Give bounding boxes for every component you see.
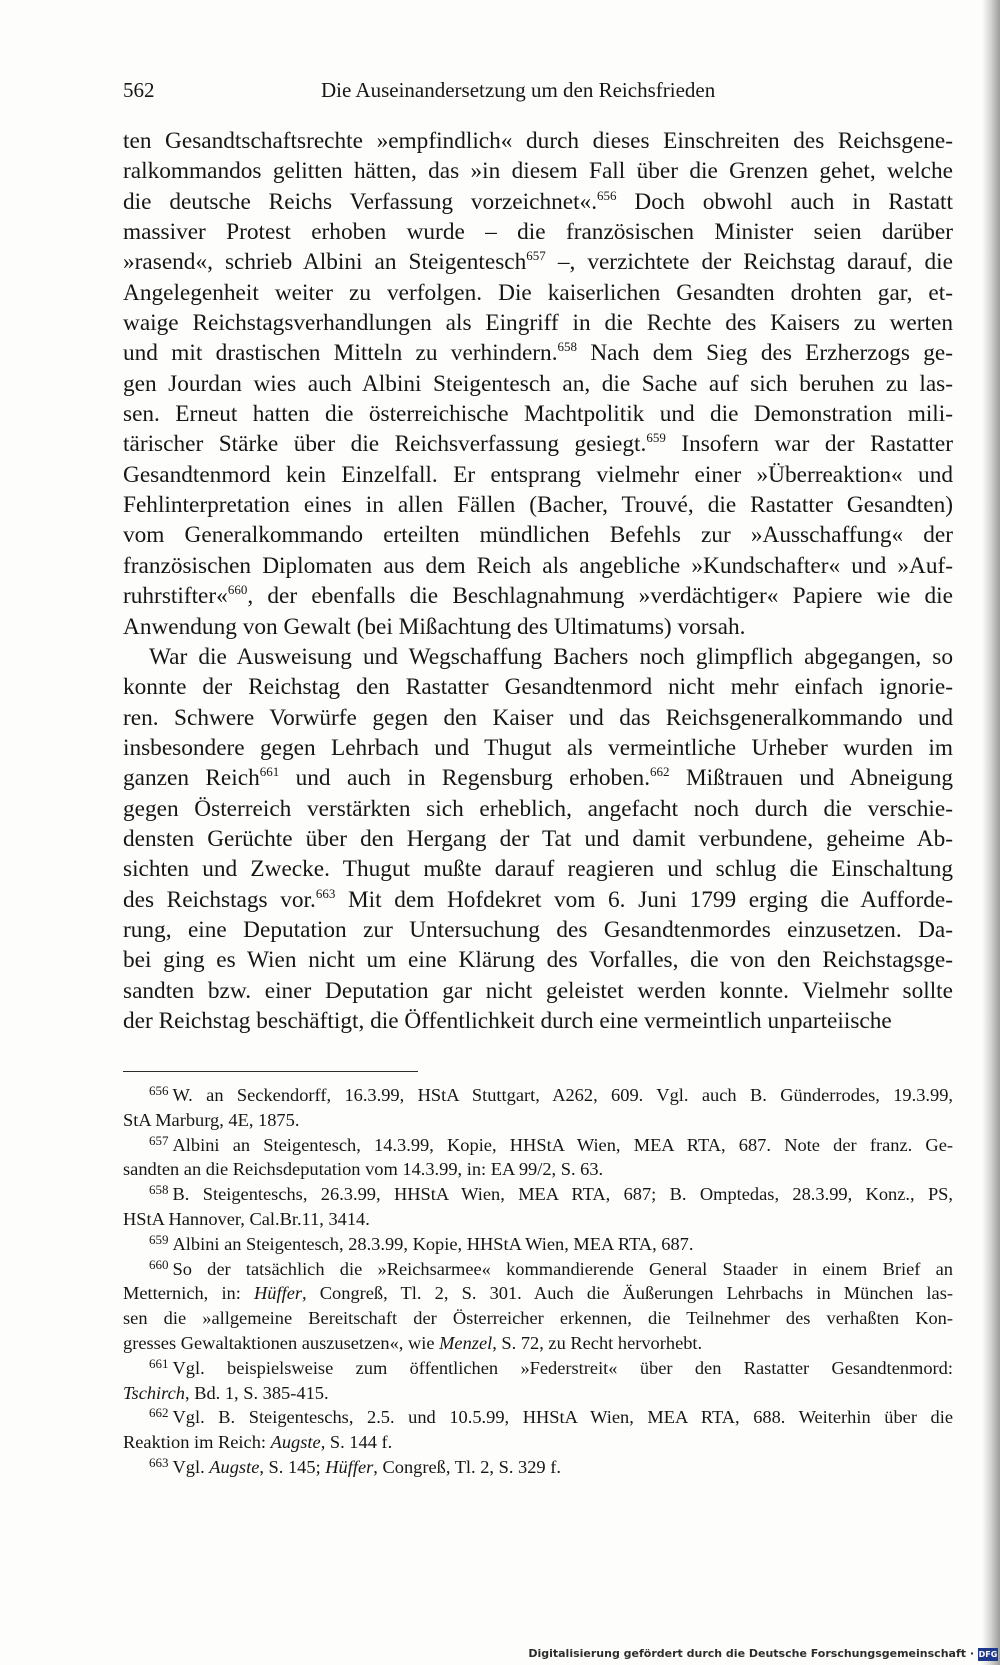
footnote-reference[interactable]: 662 [650,764,670,780]
text-line: vom Generalkommando erteilten mündlichen Befehls zur »Ausschaffung« der [123,522,953,549]
text-line: Gesandtenmord kein Einzelfall. Er entsprang vielmehr einer »Überreaktion« und [123,461,953,488]
footnote-reference[interactable]: 659 [646,430,666,446]
footnote-number: 656 [149,1083,169,1098]
text-line: des Reichstags vor.$^{663}$ Mit dem Hofdekret vom 6. Juni 1799 erging die Aufforde- [123,885,954,913]
footnote-line: $^{656}$ W. an Seckendorff, 16.3.99, HStA Stuttgart, A262, 609. Vgl. auch B. Günderrodes, 19.3.99, [149,1083,953,1105]
footnote-line: HStA Hannover, Cal.Br.11, 3414. [123,1208,370,1229]
text-line: und mit drastischen Mitteln zu verhindern.$^{658}$ Nach dem Sieg des Erzherzogs ge- [123,339,953,367]
footnote-657 [123,1133,953,1183]
footnote-number: 663 [149,1454,169,1470]
text-line: waige Reichstagsverhandlungen als Eingriff in die Rechte des Kaisers zu werten [123,310,953,337]
text-line: die deutsche Reichs Verfassung vorzeichnet«.$^{656}$ Doch obwohl auch in Rastatt [123,187,953,215]
dfg-logo-icon: DFG [978,1650,998,1659]
main-text [123,126,953,1036]
text-line: gen Jourdan wies auch Albini Steigentesch an, die Sache auf sich beruhen zu las- [123,370,953,397]
footnote-reference[interactable]: 656 [597,187,617,203]
footnote-661 [123,1356,953,1406]
text-line: ralkommandos gelitten hätten, das »in diesem Fall über die Grenzen gehet, welche [123,158,953,185]
footnote-line: StA Marburg, 4E, 1875. [123,1109,300,1130]
text-line: Fehlinterpretation eines in allen Fällen (Bacher, Trouvé, die Rastatter Gesandten) [123,492,953,519]
footnote-line: Tschirch, Bd. 1, S. 385-415. [123,1382,329,1403]
text-line: französischen Diplomaten aus dem Reich als angebliche »Kundschafter« und »Auf- [123,552,953,579]
footnote-line: $^{659}$ Albini an Steigentesch, 28.3.99, Kopie, HHStA Wien, MEA RTA, 687. [149,1231,694,1254]
footnote-number: 660 [149,1256,169,1272]
footnote-number: 659 [149,1231,169,1247]
text-line: rung, eine Deputation zur Untersuchung des Gesandtenmordes einzusetzen. Da- [123,916,953,943]
text-line: ren. Schwere Vorwürfe gegen den Kaiser und das Reichsgeneralkommando und [123,704,953,731]
footnote-reference[interactable]: 661 [259,764,280,780]
text-line: sichten und Zwecke. Thugut mußte darauf reagieren und schlug die Einschaltung [123,856,953,883]
text-line: Anwendung von Gewalt (bei Mißachtung des Ultimatums) vorsah. [123,613,746,640]
footnote-line: $^{657}$ Albini an Steigentesch, 14.3.99, Kopie, HHStA Wien, MEA RTA, 687. Note der franz. Ge- [149,1132,953,1155]
footnote-reference[interactable]: 660 [227,582,248,598]
text-line: densten Gerüchte über den Hergang der Tat und damit verbundene, geheime Ab- [123,825,953,852]
footnote-line: $^{660}$ So der tatsächlich die »Reichsarmee« kommandierende General Staader in einem Brief an [149,1256,953,1279]
text-line: gegen Österreich verstärkten sich erheblich, angefacht noch durch die verschie- [123,795,953,822]
text-line: sandten bzw. einer Deputation gar nicht geleistet werden konnte. Vielmehr sollte [123,977,953,1004]
paragraph-2 [123,642,953,1036]
footnote-line: Reaktion im Reich: Augste, S. 144 f. [123,1432,393,1453]
text-line: ganzen Reich$^{661}$ und auch in Regensburg erhoben.$^{662}$ Mißtrauen und Abneigung [123,764,953,792]
footnote-line: sen die »allgemeine Bereitschaft der Österreicher erkennen, die Teilnehmer des verhaßten Kon- [123,1308,953,1329]
text-line: War die Ausweisung und Wegschaffung Bachers noch glimpflich abgegangen, so [149,643,953,670]
text-line: insbesondere gegen Lehrbach und Thugut als vermeintliche Urheber wurden im [123,734,953,761]
footnote-line: sandten an die Reichsdeputation vom 14.3.99, in: EA 99/2, S. 63. [123,1159,604,1180]
footnote-line: $^{663}$ Vgl. Augste, S. 145; Hüffer, Congreß, Tl. 2, S. 329 f. [149,1454,561,1477]
footnote-line: gresses Gewaltaktionen auszusetzen«, wie Menzel, S. 72, zu Recht hervorhebt. [123,1332,703,1353]
footnote-662 [123,1405,953,1455]
text-line: der Reichstag beschäftigt, die Öffentlichkeit durch eine vermeintlich unparteiische [123,1007,892,1034]
text-line: bei ging es Wien nicht um eine Klärung des Vorfalles, die von den Reichstagsge- [123,947,953,974]
text-line: »rasend«, schrieb Albini an Steigentesch$^{657}$ –, verzichtete der Reichstag darauf, die [123,248,953,276]
footnote-number: 661 [149,1355,169,1371]
text-line: ruhrstifter«$^{660}$, der ebenfalls die Beschlagnahmung »verdächtiger« Papiere wie die [123,582,953,610]
footnote-reference[interactable]: 663 [315,885,336,901]
footnote-number: 658 [149,1182,169,1198]
footnote-reference[interactable]: 657 [526,248,546,264]
paragraph-1 [123,126,953,642]
footnote-separator [123,1071,418,1072]
text-line: massiver Protest erhoben wurde – die französischen Minister seien darüber [123,219,953,246]
page-number: 562 [123,78,155,102]
text-line: tärischer Stärke über die Reichsverfassung gesiegt.$^{659}$ Insofern war der Rastatter [123,430,953,458]
footnote-line: $^{661}$ Vgl. beispielsweise zum öffentlichen »Federstreit« über den Rastatter Gesandtenmord: [149,1355,953,1378]
footnote-line: Metternich, in: Hüffer, Congreß, Tl. 2, S. 301. Auch die Äußerungen Lehrbachs in München las- [123,1283,953,1304]
footnote-number: 657 [149,1132,169,1148]
text-line: ten Gesandtschaftsrechte »empfindlich« durch dieses Einschreiten des Reichsgene- [123,128,953,154]
footnote-656 [123,1083,953,1133]
footnote-663 [123,1455,953,1480]
footnote-number: 662 [149,1405,169,1421]
footnote-reference[interactable]: 658 [557,339,578,355]
footnote-659 [123,1232,953,1257]
digitization-credit: Digitalisierung gefördert durch die Deutsche Forschungsgemeinschaft · [528,1647,974,1660]
text-line: konnte der Reichstag den Rastatter Gesandtenmord nicht mehr einfach ignorie- [123,674,953,701]
page-edge-shadow [982,0,1000,1665]
running-title: Die Auseinandersetzung um den Reichsfrieden [321,78,716,102]
footnote-658 [123,1182,953,1232]
footnote-660 [123,1257,953,1356]
footnotes [123,1083,953,1480]
footnote-line: $^{662}$ Vgl. B. Steigenteschs, 2.5. und 10.5.99, HHStA Wien, MEA RTA, 688. Weiterhin über die [149,1405,953,1428]
text-line: Angelegenheit weiter zu verfolgen. Die kaiserlichen Gesandten drohten gar, et- [123,279,953,306]
page-header [123,76,953,106]
text-line: sen. Erneut hatten die österreichische Machtpolitik und die Demonstration mili- [123,401,953,428]
footnote-line: $^{658}$ B. Steigenteschs, 26.3.99, HHStA Wien, MEA RTA, 687; B. Omptedas, 28.3.99, Konz., PS, [149,1182,953,1205]
